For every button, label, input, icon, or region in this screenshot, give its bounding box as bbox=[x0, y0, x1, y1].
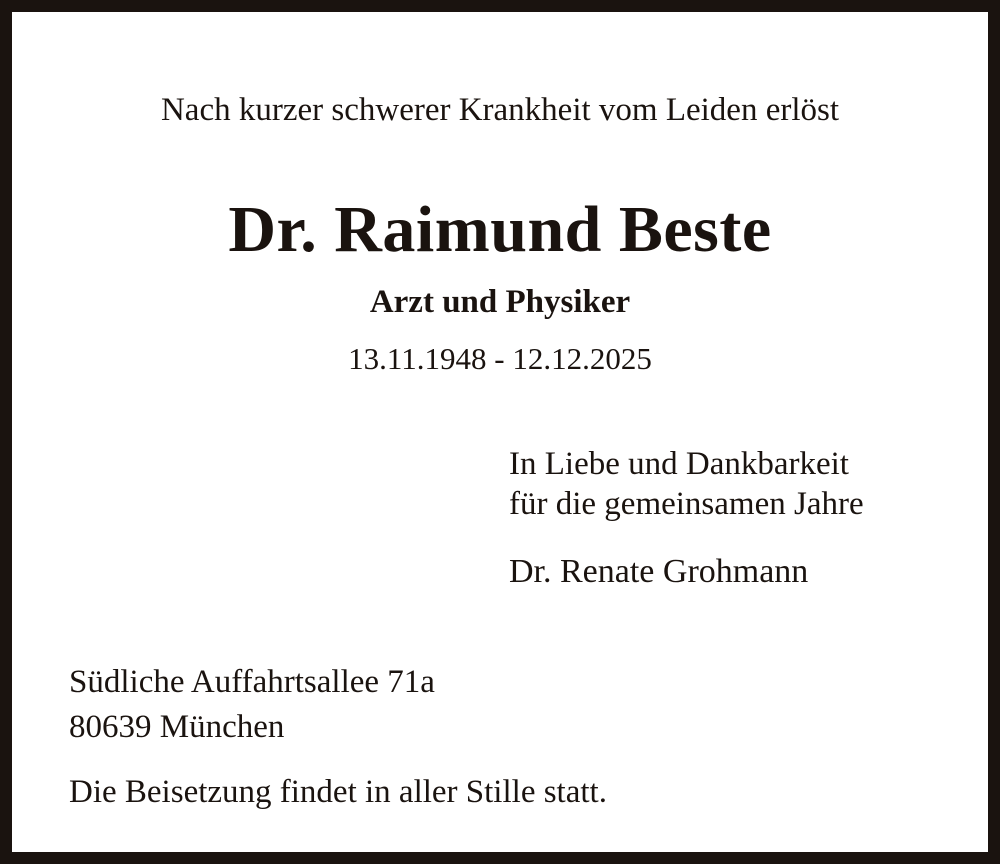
dedication-line-2: für die gemeinsamen Jahre bbox=[509, 486, 864, 522]
closing-text: Die Beisetzung findet in aller Stille statt. bbox=[69, 774, 607, 810]
profession-text: Arzt und Physiker bbox=[369, 284, 631, 320]
intro-text: Nach kurzer schwerer Krankheit vom Leiden erlöst bbox=[160, 92, 840, 128]
address-city: 80639 München bbox=[69, 709, 285, 745]
dedication-line-1: In Liebe und Dankbarkeit bbox=[509, 446, 849, 482]
address-street: Südliche Auffahrtsallee 71a bbox=[69, 664, 435, 700]
life-dates: 13.11.1948 - 12.12.2025 bbox=[348, 341, 652, 376]
deceased-name: Dr. Raimund Beste bbox=[228, 193, 772, 266]
dedication-block bbox=[509, 444, 864, 524]
address-block bbox=[69, 660, 435, 750]
signer-name: Dr. Renate Grohmann bbox=[509, 553, 809, 590]
